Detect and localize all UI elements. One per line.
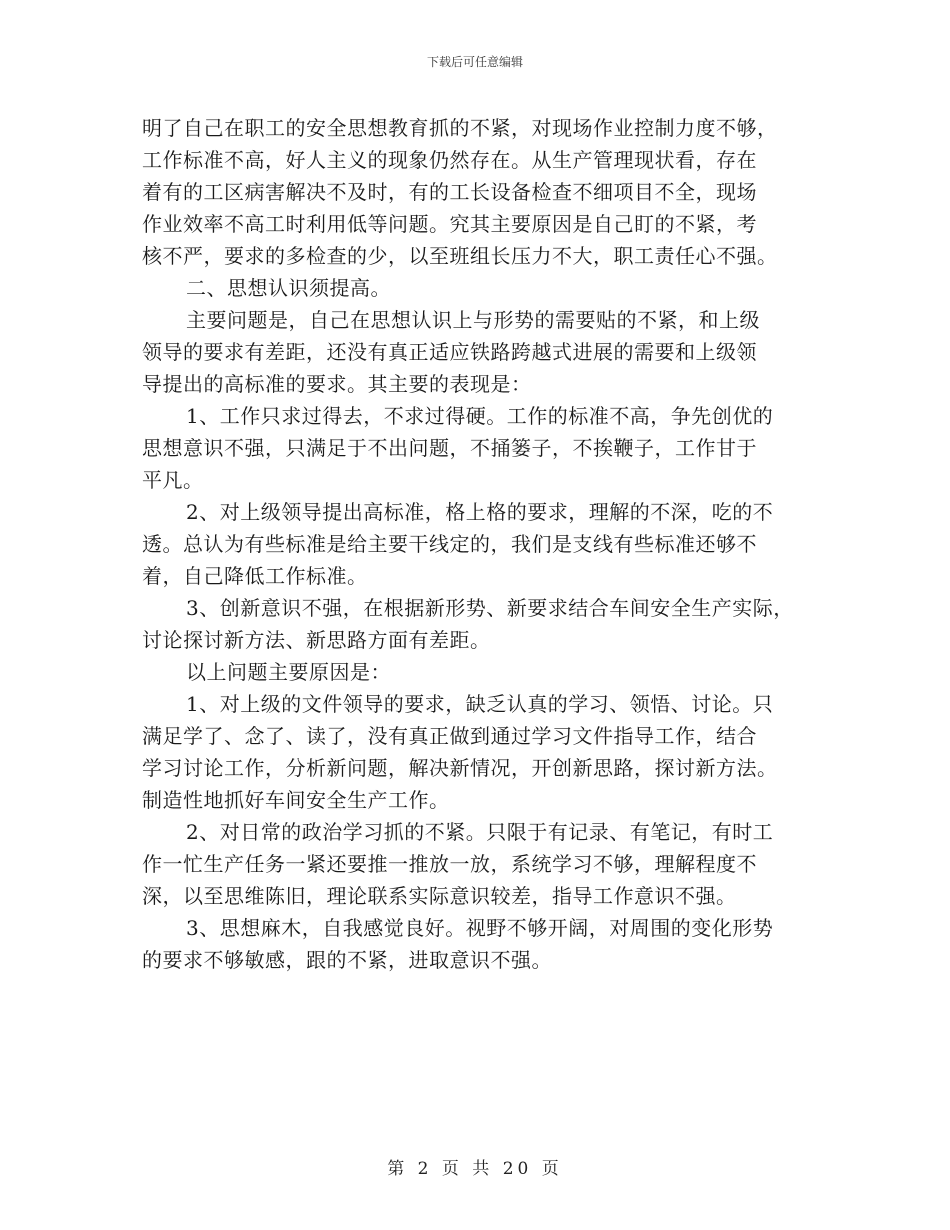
- text-line: 主要问题是，自己在思想认识上与形势的需要贴的不紧，和上级: [186, 308, 760, 332]
- text-line: 1、工作只求过得去，不求过得硬。工作的标准不高，争先创优的: [186, 404, 774, 428]
- text-line: 导提出的高标准的要求。其主要的表现是：: [142, 372, 532, 396]
- page-footer: 第 2 页 共 20 页: [387, 1159, 563, 1179]
- text-line: 学习讨论工作，分析新问题，解决新情况，开创新思路，探讨新方法。: [142, 756, 778, 780]
- text-line: 2、对上级领导提出高标准，格上格的要求，理解的不深，吃的不: [186, 500, 774, 524]
- text-line: 讨论探讨新方法、新思路方面有差距。: [142, 628, 491, 652]
- text-line: 作一忙生产任务一紧还要推一推放一放，系统学习不够，理解程度不: [142, 852, 757, 876]
- text-line: 满足学了、念了、读了，没有真正做到通过学习文件指导工作，结合: [142, 724, 757, 748]
- text-line: 1、对上级的文件领导的要求，缺乏认真的学习、领悟、讨论。只: [186, 692, 774, 716]
- text-line: 制造性地抓好车间安全生产工作。: [142, 788, 450, 812]
- text-line: 的要求不够敏感，跟的不紧，进取意识不强。: [142, 948, 552, 972]
- text-line: 明了自己在职工的安全思想教育抓的不紧，对现场作业控制力度不够，: [142, 116, 778, 140]
- text-line: 透。总认为有些标准是给主要干线定的，我们是支线有些标准还够不: [142, 532, 757, 556]
- text-line: 工作标准不高，好人主义的现象仍然存在。从生产管理现状看，存在: [142, 148, 757, 172]
- text-line: 以上问题主要原因是：: [186, 660, 391, 684]
- text-line: 领导的要求有差距，还没有真正适应铁路跨越式进展的需要和上级领: [142, 340, 757, 364]
- page-header: 下载后可任意编辑: [426, 55, 523, 69]
- text-line: 平凡。: [142, 468, 204, 492]
- text-line: 着，自己降低工作标准。: [142, 564, 368, 588]
- text-line: 3、思想麻木，自我感觉良好。视野不够开阔，对周围的变化形势: [186, 916, 774, 940]
- text-line: 着有的工区病害解决不及时，有的工长设备检查不细项目不全，现场: [142, 180, 757, 204]
- text-line: 二、思想认识须提高。: [186, 276, 391, 300]
- text-line: 作业效率不高工时利用低等问题。究其主要原因是自己盯的不紧，考: [142, 212, 757, 236]
- text-line: 3、创新意识不强，在根据新形势、新要求结合车间安全生产实际，: [186, 596, 794, 620]
- document-body: [142, 112, 812, 976]
- text-line: 深，以至思维陈旧，理论联系实际意识较差，指导工作意识不强。: [142, 884, 737, 908]
- text-line: 2、对日常的政治学习抓的不紧。只限于有记录、有笔记，有时工: [186, 820, 774, 844]
- text-line: 思想意识不强，只满足于不出问题，不捅篓子，不挨鞭子，工作甘于: [142, 436, 757, 460]
- text-line: 核不严，要求的多检查的少，以至班组长压力不大，职工责任心不强。: [142, 244, 778, 268]
